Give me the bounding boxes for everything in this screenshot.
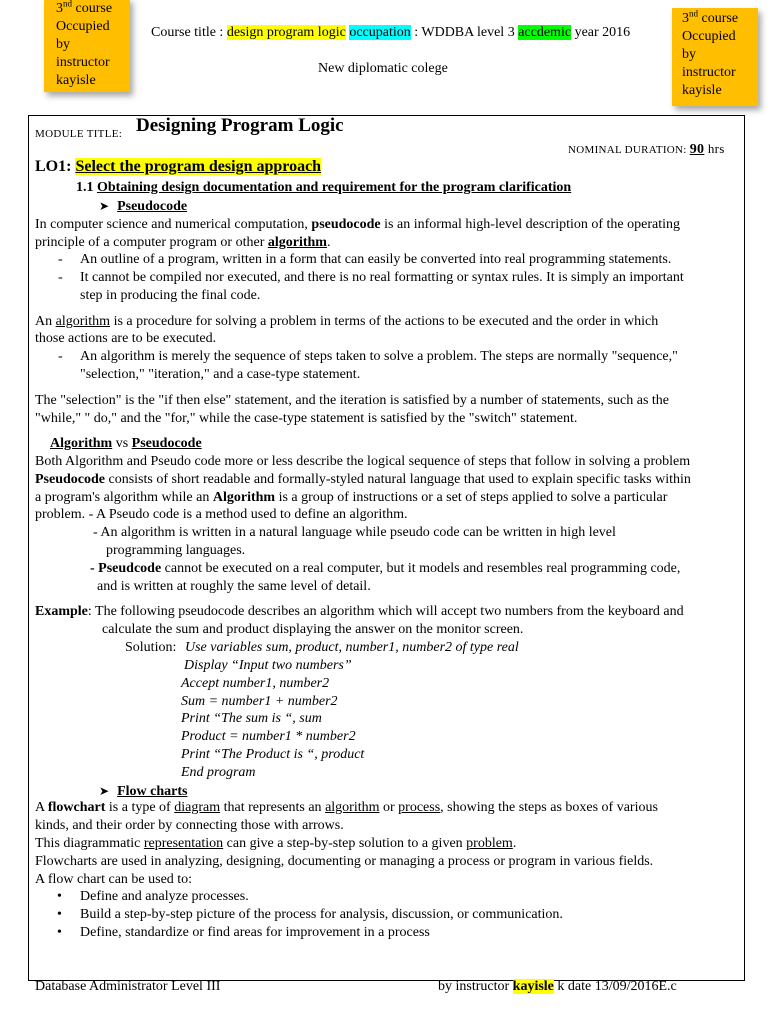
avp-line-3: a program's algorithm while an Algorithm is a group of instructions or a set of steps applied to solve a particular <box>35 490 668 505</box>
selection-para-b: "while," " do," and the "for," while the case-type statement is satisfied by the "switch" statement. <box>35 411 578 426</box>
footer-right: by instructor kayisle k date 13/09/2016E.c <box>438 979 677 994</box>
pseudo-dash-2a: It cannot be compiled nor executed, and there is no real formatting or syntax rules. It is simply an important <box>80 270 684 285</box>
lo1-heading: LO1: Select the program design approach <box>35 158 322 175</box>
avp-line-8: and is written at roughly the same level of detail. <box>97 579 371 594</box>
avp-line-4: problem. - A Pseudo code is a method used to define an algorithm. <box>35 507 408 522</box>
arrow-bullet-icon: ➤ <box>99 199 110 213</box>
pseudocode-heading: ➤ Pseudocode <box>99 199 188 214</box>
code-line: Print “The sum is “, sum <box>181 711 322 726</box>
sticky-line: instructor <box>682 65 736 80</box>
example-line-1: Example: The following pseudocode describes an algorithm which will accept two numbers from the keyboard and <box>35 604 684 619</box>
flow-bullet: Build a step-by-step picture of the process for analysis, discussion, or communication. <box>80 907 563 922</box>
module-title: Designing Program Logic <box>136 115 344 136</box>
code-line: Display “Input two numbers” <box>184 658 352 673</box>
avp-line-5: - An algorithm is written in a natural language while pseudo code can be written in high level <box>93 525 616 540</box>
flow-bullet: Define and analyze processes. <box>80 889 249 904</box>
sticky-line: kayisle <box>682 83 722 98</box>
code-line: Accept number1, number2 <box>181 676 330 691</box>
flow-bullet: Define, standardize or find areas for improvement in a process <box>80 925 430 940</box>
sticky-line: by <box>682 47 696 62</box>
sticky-line: kayisle <box>56 73 96 88</box>
algorithm-dash-b: "selection," "iteration," and a case-type statement. <box>80 367 361 382</box>
sticky-line: Occupied <box>682 29 736 44</box>
sticky-line: instructor <box>56 55 110 70</box>
footer-left: Database Administrator Level III <box>35 979 221 994</box>
code-line: Print “The Product is “, product <box>181 747 365 762</box>
bullet-dot-icon: • <box>57 889 62 904</box>
pseudo-dash-2b: step in producing the final code. <box>80 288 261 303</box>
example-line-2: calculate the sum and product displaying the answer on the monitor screen. <box>102 622 524 637</box>
pseudo-dash-1: An outline of a program, written in a form that can easily be converted into real programming statements. <box>80 252 672 267</box>
sticky-note-right <box>672 8 758 106</box>
pseudo-para-1: In computer science and numerical computation, pseudocode is an informal high-level description of the operating <box>35 217 680 232</box>
algo-vs-pseudo-heading: Algorithm vs Pseudocode <box>50 436 202 451</box>
sticky-line: by <box>56 37 70 52</box>
selection-para-a: The "selection" is the "if then else" statement, and the iteration is satisfied by a number of statements, such as the <box>35 393 670 408</box>
algorithm-dash-a: An algorithm is merely the sequence of steps taken to solve a problem. The steps are normally "sequence," <box>80 349 678 364</box>
arrow-bullet-icon: ➤ <box>99 784 110 798</box>
flowcharts-heading: ➤ Flow charts <box>99 784 188 799</box>
sticky-line: Occupied <box>56 19 110 34</box>
nominal-duration: NOMINAL DURATION: 90 hrs <box>568 141 725 157</box>
avp-line-6: programming languages. <box>106 543 246 558</box>
flow-line-4: Flowcharts are used in analyzing, designing, documenting or managing a process or program in various fields. <box>35 854 654 869</box>
module-title-label: MODULE TITLE: <box>35 128 123 140</box>
avp-line-7: - Pseudcode cannot be executed on a real computer, but it models and resembles real programming code, <box>90 561 681 576</box>
algorithm-para-b: those actions are to be executed. <box>35 331 217 346</box>
algorithm-para: An algorithm is a procedure for solving a problem in terms of the actions to be executed and the order in which <box>35 314 659 329</box>
code-line: Product = number1 * number2 <box>181 729 356 744</box>
pseudo-para-1b: principle of a computer program or other algorithm. <box>35 235 331 250</box>
college-name: New diplomatic colege <box>318 61 448 76</box>
code-line: Sum = number1 + number2 <box>181 694 338 709</box>
flow-line-2: kinds, and their order by connecting those with arrows. <box>35 818 344 833</box>
flow-line-5: A flow chart can be used to: <box>35 872 193 887</box>
avp-line-1: Both Algorithm and Pseudo code more or less describe the logical sequence of steps that follow in solving a problem <box>35 454 691 469</box>
sticky-line-1: 3nd course <box>56 0 113 16</box>
bullet-dot-icon: • <box>57 907 62 922</box>
course-title-line: Course title : design program logic occupation : WDDBA level 3 accdemic year 2016 <box>151 25 631 40</box>
bullet-dot-icon: • <box>57 925 62 940</box>
flow-line-1: A flowchart is a type of diagram that represents an algorithm or process, showing the steps as boxes of various <box>35 800 658 815</box>
code-line: End program <box>181 765 256 780</box>
sticky-line-1: 3nd course <box>682 8 739 26</box>
avp-line-2: Pseudocode consists of short readable and formally-styled natural language that used to explain specific tasks within <box>35 472 691 487</box>
flow-line-3: This diagrammatic representation can give a step-by-step solution to a given problem. <box>35 836 517 851</box>
sticky-note-left <box>44 0 130 92</box>
solution-label: Solution: <box>125 640 177 655</box>
code-line: Use variables sum, product, number1, number2 of type real <box>185 640 519 655</box>
section-1-1-heading: 1.1 Obtaining design documentation and requirement for the program clarification <box>76 180 572 195</box>
